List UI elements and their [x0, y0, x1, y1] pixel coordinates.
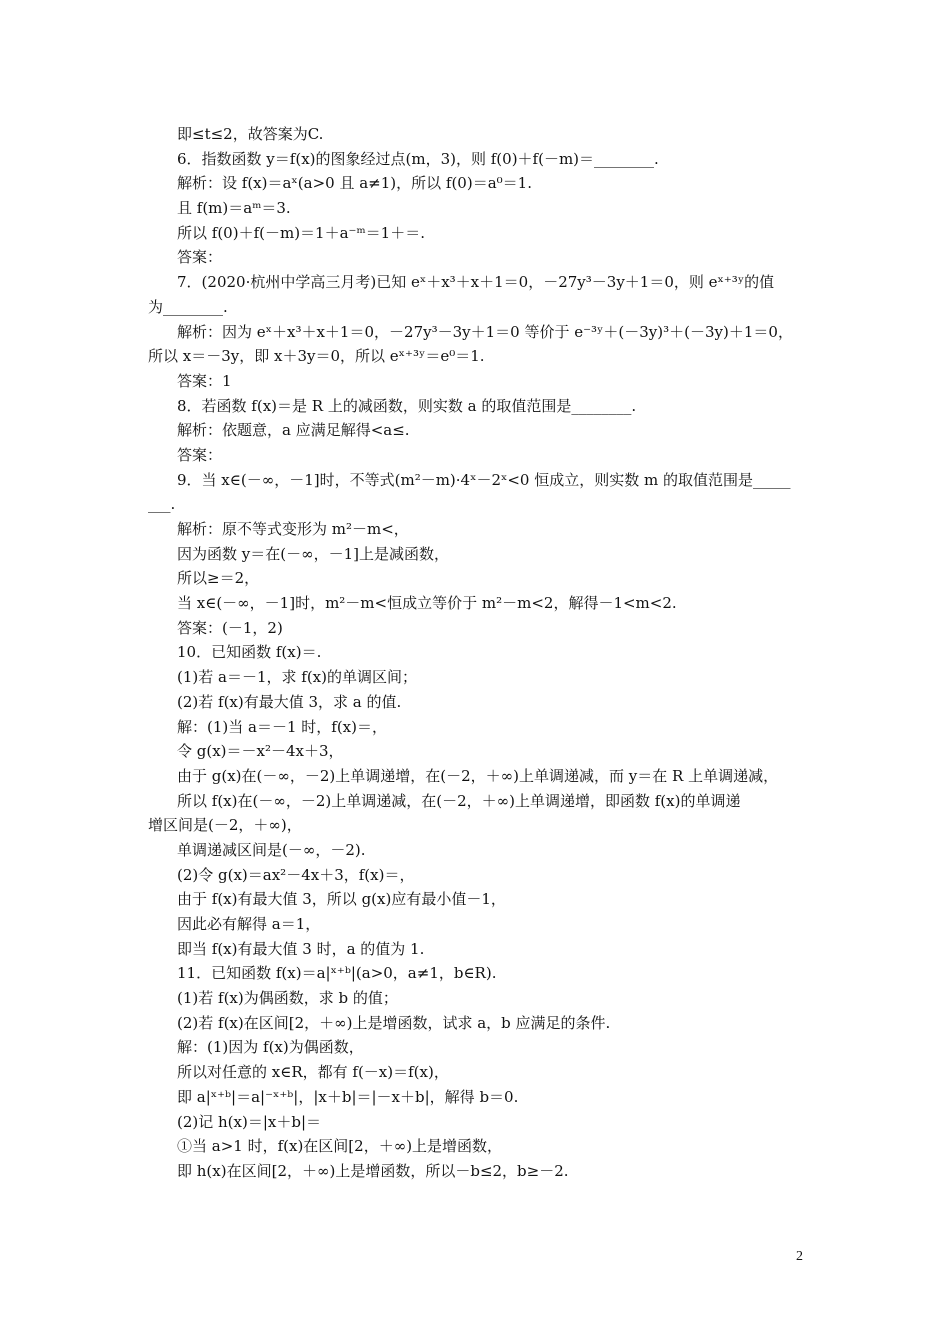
text-line: 答案：1 [177, 371, 232, 390]
text-line: 单调递减区间是(－∞，－2). [177, 840, 366, 859]
text-line: 答案：(－1，2) [177, 618, 283, 637]
text-line: (2)令 g(x)＝ax²－4x＋3，f(x)＝， [177, 865, 415, 884]
text-line: 所以对任意的 x∈R，都有 f(－x)＝f(x)， [177, 1063, 449, 1082]
text-line: 当 x∈(－∞，－1]时，m²－m<恒成立等价于 m²－m<2，解得－1<m<2. [177, 594, 677, 613]
text-line: 解：(1)因为 f(x)为偶函数， [177, 1038, 364, 1057]
text-line: 10．已知函数 f(x)＝. [177, 643, 322, 662]
text-line: 所以 f(0)＋f(－m)＝1＋a⁻ᵐ＝1＋＝. [177, 223, 425, 242]
text-line: 6．指数函数 y＝f(x)的图象经过点(m，3)，则 f(0)＋f(－m)＝________. [177, 149, 659, 168]
text-line: 答案： [177, 445, 223, 464]
text-line: (2)若 f(x)有最大值 3，求 a 的值. [177, 692, 402, 711]
text-line: 所以 x＝－3y，即 x＋3y＝0，所以 eˣ⁺³ʸ＝e⁰＝1. [148, 347, 485, 366]
text-line: (2)记 h(x)＝|x＋b|＝ [177, 1112, 322, 1131]
text-line: 答案： [177, 248, 223, 267]
text-line: (1)若 a＝－1，求 f(x)的单调区间； [177, 668, 417, 687]
text-line: 解：(1)当 a＝－1 时，f(x)＝， [177, 717, 387, 736]
text-line: 增区间是(－2，＋∞)， [148, 816, 302, 835]
page-body [148, 122, 812, 1184]
text-line: 因为函数 y＝在(－∞，－1]上是减函数， [177, 544, 449, 563]
text-line: 令 g(x)＝－x²－4x＋3， [177, 742, 344, 761]
text-line: 所以 f(x)在(－∞，－2)上单调递减，在(－2，＋∞)上单调递增，即函数 f(x)的单调递 [177, 791, 741, 810]
text-line: 11．已知函数 f(x)＝a|ˣ⁺ᵇ|(a>0，a≠1，b∈R). [177, 964, 497, 983]
text-line: 解析：依题意，a 应满足解得<a≤. [177, 421, 410, 440]
text-line: 由于 f(x)有最大值 3，所以 g(x)应有最小值－1， [177, 890, 506, 909]
text-line: 解析：设 f(x)＝aˣ(a>0 且 a≠1)，所以 f(0)＝a⁰＝1. [177, 174, 532, 193]
text-line: 所以≥＝2， [177, 569, 260, 588]
text-line: 7．(2020·杭州中学高三月考)已知 eˣ＋x³＋x＋1＝0，－27y³－3y＋1＝0，则 eˣ⁺³ʸ的值 [177, 273, 775, 292]
text-line: 即当 f(x)有最大值 3 时，a 的值为 1. [177, 939, 425, 958]
text-line: 即 a|ˣ⁺ᵇ|＝a|⁻ˣ⁺ᵇ|，|x＋b|＝|－x＋b|，解得 b＝0. [177, 1087, 519, 1106]
text-line: 解析：因为 eˣ＋x³＋x＋1＝0，－27y³－3y＋1＝0 等价于 e⁻³ʸ＋(－3y)³＋(－3y)＋1＝0， [177, 322, 793, 341]
text-line: 由于 g(x)在(－∞，－2)上单调递增，在(－2，＋∞)上单调递减，而 y＝在 R 上单调递减， [177, 766, 779, 785]
text-line: ___. [148, 495, 176, 514]
text-line: (2)若 f(x)在区间[2，＋∞)上是增函数，试求 a，b 应满足的条件. [177, 1013, 611, 1032]
text-line: 8．若函数 f(x)＝是 R 上的减函数，则实数 a 的取值范围是________. [177, 396, 637, 415]
text-line: ①当 a>1 时，f(x)在区间[2，＋∞)上是增函数， [177, 1137, 503, 1156]
text-line: 解析：原不等式变形为 m²－m<， [177, 520, 409, 538]
text-line: 即≤t≤2，故答案为C. [177, 125, 324, 143]
text-line: 且 f(m)＝aᵐ＝3. [177, 199, 291, 218]
text-line: 为________. [148, 297, 228, 316]
text-line: (1)若 f(x)为偶函数，求 b 的值； [177, 989, 398, 1008]
text-line: 即 h(x)在区间[2，＋∞)上是增函数，所以－b≤2，b≥－2. [177, 1161, 569, 1180]
text-line: 因此必有解得 a＝1， [177, 915, 321, 933]
text-line: 9．当 x∈(－∞，－1]时，不等式(m²－m)·4ˣ－2ˣ<0 恒成立，则实数 m 的取值范围是_____ [177, 470, 791, 489]
page-number: 2 [796, 1249, 803, 1264]
